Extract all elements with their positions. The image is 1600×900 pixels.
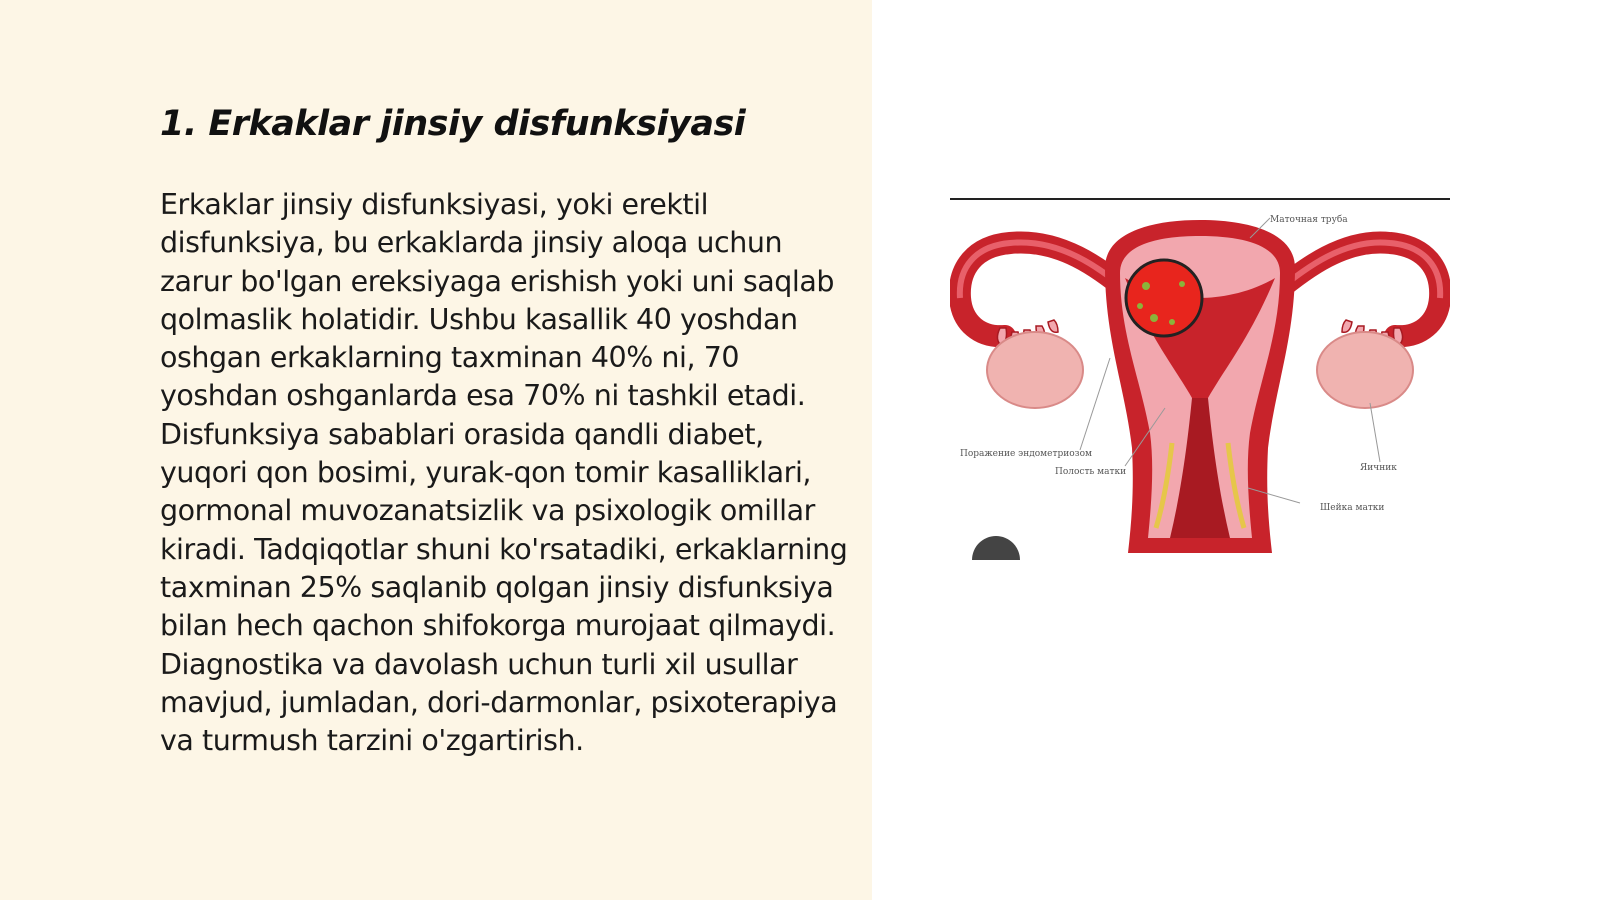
uterus-diagram: [950, 198, 1450, 560]
lesion-highlight: [1126, 260, 1202, 336]
right-ovary: [1317, 332, 1413, 408]
right-tube: [1275, 242, 1440, 336]
label-tube: Маточная труба: [1270, 215, 1348, 225]
label-endometriosis: Поражение эндометриозом: [960, 449, 1092, 459]
watermark-badge: [972, 536, 1020, 560]
uterus-illustration: [950, 198, 1450, 560]
label-ovary: Яичник: [1360, 463, 1397, 473]
label-polyp: Полость матки: [1055, 467, 1127, 477]
left-tube: [960, 242, 1130, 336]
left-ovary: [987, 332, 1083, 408]
slide-title: 1. Erkaklar jinsiy disfunksiyasi: [160, 104, 746, 144]
slide-body-text: Erkaklar jinsiy disfunksiyasi, yoki erektil disfunksiya, bu erkaklarda jinsiy aloqa uchun zarur bo'lgan ereksiyaga erishish yoki uni saqlab qolmaslik holatidir. Ushbu kasallik 40 yoshdan oshgan erkaklarning taxminan 40% ni, 70 yoshdan oshganlarda esa 70% ni tashkil etadi. Disfunksiya sabablari orasida qandli diabet, yuqori qon bosimi, yurak-qon tomir kasalliklari, gormonal muvozanatsizlik va psixologik omillar kiradi. Tadqiqotlar shuni ko'rsatadiki, erkaklarning taxminan 25% saqlanib qolgan jinsiy disfunksiya bilan hech qachon shifokorga murojaat qilmaydi. Diagnostika va davolash uchun turli xil usullar mavjud, jumladan, dori-darmonlar, psixoterapiya va turmush tarzini o'zgartirish.: [160, 188, 848, 758]
label-cervix: Шейка матки: [1320, 503, 1385, 513]
